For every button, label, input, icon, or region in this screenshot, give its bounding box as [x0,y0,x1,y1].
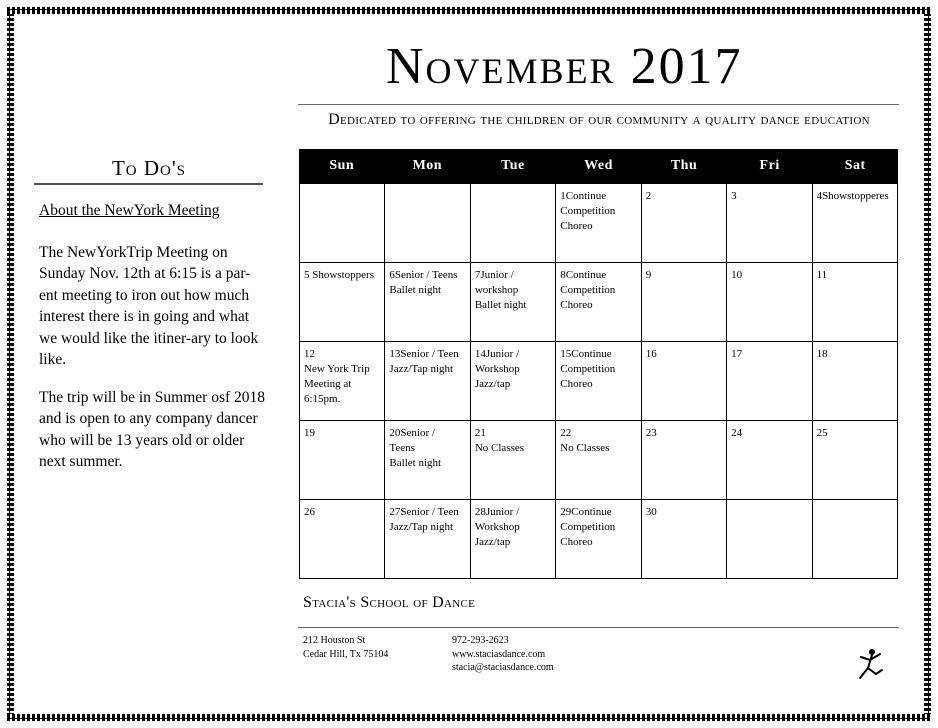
tagline: Dedicated to offering the children of our community a quality dance education [328,111,870,128]
dancer-icon [806,644,884,702]
day-cell: 24 [727,421,812,500]
day-cell: 30 [642,500,727,579]
weekday-label: Wed [584,158,613,173]
day-cell: 11 [813,263,898,342]
todo-paragraph: The trip will be in Summer osf 2018 and is open to any company dancer who will be 13 years old or older next summer. [39,388,266,470]
day-cell: 2 [642,184,727,263]
weekday-label: Sat [844,158,866,173]
day-cell [300,184,385,263]
day-cell: 23 [642,421,727,500]
day-cell: 6Senior / Teens Ballet night [385,263,470,342]
day-cell [813,500,898,579]
day-cell: 5 Showstoppers [300,263,385,342]
calendar-grid [299,183,898,579]
school-name: Stacia's School of Dance [303,594,476,611]
day-cell: 26 [300,500,385,579]
weekday-label: Mon [412,158,443,173]
day-cell: 28Junior / Workshop Jazz/tap [471,500,556,579]
dance-logo [806,644,884,702]
todo-paragraph: The NewYorkTrip Meeting on Sunday Nov. 12th at 6:15 is a par-ent meeting to iron out how much interest there is in going and what we would like the itiner-ary to look like. [39,243,259,368]
day-cell: 20Senior / Teens Ballet night [385,421,470,500]
weekday-header [299,149,898,183]
day-cell: 7Junior / workshop Ballet night [471,263,556,342]
day-cell: 14Junior / Workshop Jazz/tap [471,342,556,421]
day-cell: 3 [727,184,812,263]
day-cell: 4Showstopperes [813,184,898,263]
day-cell: 19 [300,421,385,500]
month-title: November 2017 [386,38,743,95]
day-cell: 29Continue Competition Choreo [556,500,641,579]
day-cell: 10 [727,263,812,342]
weekday-label: Thu [670,158,698,173]
day-cell: 16 [642,342,727,421]
day-cell: 27Senior / Teen Jazz/Tap night [385,500,470,579]
weekday-label: Fri [759,158,780,173]
day-cell [385,184,470,263]
footer-rule [298,627,899,628]
weekday-label: Tue [501,158,525,173]
day-cell [727,500,812,579]
day-cell: 21 No Classes [471,421,556,500]
day-cell: 15Continue Competition Choreo [556,342,641,421]
day-cell: 12 New York Trip Meeting at 6:15pm. [300,342,385,421]
day-cell: 22 No Classes [556,421,641,500]
contact-info: 972-293-2623 www.staciasdance.com stacia@staciasdance.com [452,635,554,673]
day-cell: 17 [727,342,812,421]
todo-heading: About the NewYork Meeting [39,202,220,219]
day-cell: 18 [813,342,898,421]
day-cell: 25 [813,421,898,500]
calendar [299,149,898,579]
day-cell: 9 [642,263,727,342]
day-cell: 1Continue Competition Choreo [556,184,641,263]
todo-title: To Do's [111,156,187,180]
todo-body [39,200,269,489]
todo-rule [34,183,263,185]
weekday-label: Sun [329,158,355,173]
title-rule [298,104,899,105]
day-cell: 8Continue Competition Choreo [556,263,641,342]
day-cell: 13Senior / Teen Jazz/Tap night [385,342,470,421]
address: 212 Houston St Cedar Hill, Tx 75104 [303,635,389,660]
day-cell [471,184,556,263]
